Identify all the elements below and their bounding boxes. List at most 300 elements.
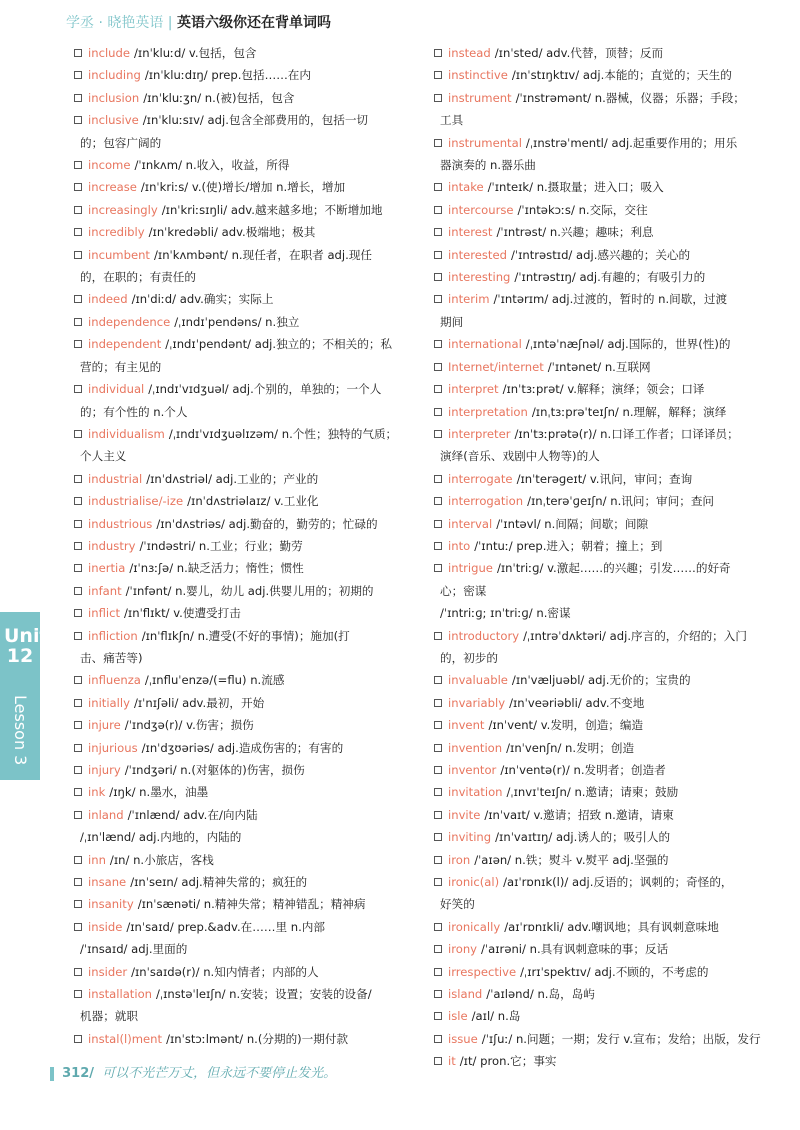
- vocab-entry-continuation: [434, 602, 776, 624]
- vocab-entry: [74, 557, 414, 579]
- vocab-definition: /ɪˈnɪʃəli/ adv.最初，开始: [133, 695, 265, 710]
- vocab-entry: [434, 401, 776, 423]
- vocab-definition: 的；有个性的 n.个人: [80, 404, 188, 419]
- vocab-entry: [434, 423, 776, 445]
- checkbox-icon[interactable]: [434, 1035, 442, 1043]
- vocab-definition: /ɪnˈsaɪdə(r)/ n.知内情者；内部的人: [131, 964, 319, 979]
- checkbox-icon[interactable]: [74, 811, 82, 819]
- vocab-entry: [74, 535, 414, 557]
- checkbox-icon[interactable]: [434, 968, 442, 976]
- vocab-entry: [434, 669, 776, 691]
- vocab-word: influenza: [88, 673, 141, 688]
- vocab-entry: [434, 804, 776, 826]
- vocab-definition: /ˈɪnlænd/ adv.在/向内陆: [127, 807, 258, 822]
- vocab-entry: [74, 893, 414, 915]
- vocab-word: invaluable: [448, 673, 508, 688]
- checkbox-icon[interactable]: [74, 923, 82, 931]
- vocab-word: industrialise/-ize: [88, 494, 184, 509]
- checkbox-icon[interactable]: [74, 251, 82, 259]
- vocab-word: industrial: [88, 471, 143, 486]
- vocab-entry: [434, 938, 776, 960]
- vocab-definition: /ˈɪntrəstɪd/ adj.感兴趣的；关心的: [510, 247, 691, 262]
- vocab-definition: /ˈɪntuː/ prep.进入；朝着；撞上；到: [474, 538, 663, 553]
- vocab-word: injurious: [88, 740, 138, 755]
- vocab-entry: [434, 871, 776, 893]
- vocab-word: instal(l)ment: [88, 1031, 163, 1046]
- vocab-word: irony: [448, 942, 478, 957]
- vocab-word: interesting: [448, 270, 511, 285]
- vocab-definition: /ˈɪnkʌm/ n.收入，收益，所得: [134, 158, 290, 173]
- vocab-definition: 机器；就职: [80, 1009, 138, 1024]
- vocab-definition: /aɪl/ n.岛: [471, 1009, 521, 1024]
- vocab-word: instead: [448, 46, 491, 60]
- vocab-definition: /ˈɪntənet/ n.互联网: [547, 359, 651, 374]
- vocab-word: increase: [88, 180, 137, 195]
- vocab-word: invent: [448, 718, 485, 733]
- vocab-definition: 营的；有主见的: [80, 359, 162, 374]
- vocab-definition: 的，在职的；有责任的: [80, 270, 196, 285]
- vocab-word: installation: [88, 987, 153, 1002]
- vocab-definition: /ˌɪndɪˈvɪdʒuəl/ adj.个别的，单独的；一个人: [148, 382, 382, 397]
- checkbox-icon[interactable]: [74, 228, 82, 236]
- vocab-word: interested: [448, 247, 507, 262]
- checkbox-icon[interactable]: [74, 1035, 82, 1043]
- vocab-entry: [74, 423, 414, 445]
- vocab-entry-continuation: [434, 893, 776, 915]
- checkbox-icon[interactable]: [434, 363, 442, 371]
- vocab-word: independent: [88, 337, 162, 352]
- vocab-entry: [74, 199, 414, 221]
- checkbox-icon[interactable]: [74, 161, 82, 169]
- vocab-definition: /ˌɪnˈlænd/ adj.内地的，内陆的: [80, 830, 242, 845]
- vocab-entry: [74, 692, 414, 714]
- checkbox-icon[interactable]: [74, 49, 82, 57]
- vocab-definition: /ˈɪntrəst/ n.兴趣；趣味；利息: [496, 225, 654, 240]
- vocab-definition: /ˈaɪlənd/ n.岛，岛屿: [486, 987, 595, 1002]
- vocab-entry-continuation: [74, 1005, 414, 1027]
- vocab-definition: /ɪnˈstɪŋktɪv/ adj.本能的；直觉的；天生的: [511, 68, 732, 83]
- vocab-entry: [434, 849, 776, 871]
- checkbox-icon[interactable]: [74, 721, 82, 729]
- vocab-entry: [434, 356, 776, 378]
- vocab-definition: 个人主义: [80, 449, 127, 464]
- vocab-definition: /ˈɪntərɪm/ adj.过渡的，暂时的 n.间歇，过渡: [493, 292, 728, 307]
- checkbox-icon[interactable]: [434, 945, 442, 953]
- vocab-definition: /ɪnˈvent/ v.发明，创造；编造: [488, 718, 644, 733]
- vocab-word: invite: [448, 807, 481, 822]
- checkbox-icon[interactable]: [434, 139, 442, 147]
- checkbox-icon[interactable]: [434, 295, 442, 303]
- vocab-definition: /ɪnˈsaɪd/ prep.&adv.在……里 n.内部: [126, 919, 325, 934]
- vocab-definition: 演绎(音乐、戏剧中人物等)的人: [440, 449, 600, 464]
- vocab-definition: 器演奏的 n.器乐曲: [440, 158, 536, 173]
- vocab-word: into: [448, 538, 471, 553]
- checkbox-icon[interactable]: [74, 744, 82, 752]
- vocab-word: instrumental: [448, 135, 522, 150]
- vocab-entry-continuation: [434, 580, 776, 602]
- checkbox-icon[interactable]: [74, 497, 82, 505]
- vocab-definition: 的，初步的: [440, 650, 498, 665]
- vocab-word: industrious: [88, 516, 153, 531]
- vocab-definition: /ɪnˈvenʃn/ n.发明；创造: [506, 740, 635, 755]
- vocab-definition: /ɪnˈdiːd/ adv.确实；实际上: [131, 292, 274, 307]
- checkbox-icon[interactable]: [74, 766, 82, 774]
- checkbox-icon[interactable]: [434, 990, 442, 998]
- vocab-definition: /ɪnˈseɪn/ adj.精神失常的；疯狂的: [130, 875, 308, 890]
- checkbox-icon[interactable]: [74, 183, 82, 191]
- checkbox-icon[interactable]: [434, 766, 442, 774]
- checkbox-icon[interactable]: [434, 564, 442, 572]
- vocab-entry: [74, 87, 414, 109]
- vocab-definition: /ɪnˈdʌstriəl/ adj.工业的；产业的: [146, 471, 319, 486]
- vocab-word: insider: [88, 964, 128, 979]
- vocab-entry: [74, 154, 414, 176]
- vocab-word: initially: [88, 695, 130, 710]
- vocab-definition: /ɪnˈflɪkʃn/ n.遭受(不好的事情)；施加(打: [141, 628, 350, 643]
- vocab-definition: /ˈɪndəstri/ n.工业；行业；勤劳: [139, 538, 303, 553]
- vocab-definition: /ɪnˈveəriəbli/ adv.不变地: [509, 695, 645, 710]
- vocab-definition: /ɪnˈstɔːlmənt/ n.(分期的)一期付款: [166, 1031, 349, 1046]
- vocab-definition: /ɪŋk/ n.墨水，油墨: [109, 785, 209, 800]
- vocab-entry: [74, 849, 414, 871]
- checkbox-icon[interactable]: [434, 811, 442, 819]
- vocab-word: introductory: [448, 628, 520, 643]
- vocab-definition: /ɪnˈkluːsɪv/ adj.包含全部费用的，包括一切: [142, 113, 369, 128]
- vocab-entry: [74, 781, 414, 803]
- left-column: [74, 42, 414, 1050]
- vocab-word: interrogation: [448, 494, 524, 509]
- checkbox-icon[interactable]: [434, 183, 442, 191]
- vocab-definition: /aɪˈrɒnɪk(l)/ adj.反语的；讽刺的；奇怪的，: [503, 875, 733, 890]
- vocab-entry: [74, 490, 414, 512]
- vocab-word: incredibly: [88, 225, 145, 240]
- vocab-word: incumbent: [88, 247, 150, 262]
- vocab-word: ink: [88, 785, 106, 800]
- vocab-definition: /ɪnˈtɜːprət/ v.解释；演绎；领会；口译: [502, 382, 705, 397]
- checkbox-icon[interactable]: [74, 318, 82, 326]
- vocab-entry: [74, 109, 414, 131]
- vocab-definition: 期间: [440, 314, 464, 329]
- vocab-definition: /ˈɪntrəstɪŋ/ adj.有趣的；有吸引力的: [514, 270, 706, 285]
- vocab-word: include: [88, 46, 131, 60]
- checkbox-icon[interactable]: [434, 497, 442, 505]
- checkbox-icon[interactable]: [434, 430, 442, 438]
- checkbox-icon[interactable]: [434, 520, 442, 528]
- vocab-entry: [434, 961, 776, 983]
- vocab-entry: [434, 132, 776, 154]
- vocab-word: isle: [448, 1009, 468, 1024]
- checkbox-icon[interactable]: [434, 273, 442, 281]
- checkbox-icon[interactable]: [74, 856, 82, 864]
- vocab-entry-continuation: [74, 647, 414, 669]
- vocab-entry: [434, 759, 776, 781]
- vocab-word: interval: [448, 516, 493, 531]
- checkbox-icon[interactable]: [434, 408, 442, 416]
- vocab-definition: /ˈɪnfənt/ n.婴儿，幼儿 adj.供婴儿用的；初期的: [125, 583, 374, 598]
- vocab-entry: [434, 714, 776, 736]
- vocab-definition: /ɪnˈkriːsɪŋli/ adv.越来越多地；不断增加地: [161, 202, 383, 217]
- vocab-definition: /ɪnˈkluːʒn/ n.(被)包括，包含: [143, 90, 295, 105]
- vocab-definition: /ɪnˈsted/ adv.代替，顶替；反而: [494, 46, 664, 60]
- vocab-entry: [74, 961, 414, 983]
- vocab-word: income: [88, 158, 131, 173]
- vocab-word: inviting: [448, 830, 492, 845]
- vocab-word: inclusion: [88, 90, 140, 105]
- brand-name: 学丞 · 晓艳英语 |: [66, 15, 173, 31]
- vocab-word: inventor: [448, 763, 497, 777]
- vocab-entry-continuation: [74, 445, 414, 467]
- vocab-word: insane: [88, 875, 127, 890]
- vocab-word: indeed: [88, 292, 128, 307]
- vocab-entry: [74, 983, 414, 1005]
- vocab-definition: /ˈaɪən/ n.铁；熨斗 v.熨平 adj.坚强的: [474, 852, 669, 867]
- vocab-definition: /ɪnˈterəɡeɪt/ v.讯问，审问；查询: [516, 471, 693, 486]
- vocab-word: interpret: [448, 382, 499, 397]
- page-number: 312/: [62, 1066, 95, 1081]
- checkbox-icon[interactable]: [74, 968, 82, 976]
- vocab-word: insanity: [88, 897, 134, 912]
- vocab-definition: /ɪnˌtɜːprəˈteɪʃn/ n.理解，解释；演绎: [531, 404, 727, 419]
- vocab-word: interim: [448, 292, 490, 307]
- vocab-definition: /ˌɪnvɪˈteɪʃn/ n.邀请；请柬；鼓励: [506, 785, 679, 800]
- vocab-definition: /ɪnˈkriːs/ v.(使)增长/增加 n.增长，增加: [140, 180, 346, 195]
- vocab-definition: 击、痛苦等): [80, 650, 143, 665]
- vocab-word: including: [88, 68, 141, 83]
- vocab-entry: [434, 1028, 776, 1050]
- vocab-entry: [434, 288, 776, 310]
- vocab-definition: /ˈɪndʒəri/ n.(对躯体的)伤害，损伤: [124, 763, 305, 777]
- vocab-word: interpretation: [448, 404, 528, 419]
- vocab-word: instrument: [448, 90, 512, 105]
- vocab-definition: /ˈaɪrəni/ n.具有讽刺意味的事；反话: [481, 942, 669, 957]
- vocab-entry: [434, 1050, 776, 1072]
- vocab-entry: [74, 714, 414, 736]
- checkbox-icon[interactable]: [74, 206, 82, 214]
- vocab-word: iron: [448, 852, 471, 867]
- vocab-word: ironic(al): [448, 875, 500, 890]
- vocab-entry: [74, 759, 414, 781]
- vocab-definition: /ˌɪndɪˈpendəns/ n.独立: [174, 314, 300, 329]
- vocab-word: inflict: [88, 606, 121, 621]
- checkbox-icon[interactable]: [434, 94, 442, 102]
- page-header: [66, 12, 331, 32]
- vocab-entry: [74, 288, 414, 310]
- checkbox-icon[interactable]: [434, 788, 442, 796]
- checkbox-icon[interactable]: [434, 340, 442, 348]
- vocab-definition: 心；密谋: [440, 583, 487, 598]
- vocab-entry: [434, 87, 776, 109]
- checkbox-icon[interactable]: [434, 923, 442, 931]
- vocab-word: irrespective: [448, 964, 517, 979]
- vocab-entry: [434, 983, 776, 1005]
- vocab-word: infliction: [88, 628, 138, 643]
- checkbox-icon[interactable]: [434, 744, 442, 752]
- vocab-definition: /ˈɪnteɪk/ n.摄取量；进入口；吸入: [487, 180, 664, 195]
- vocab-word: invariably: [448, 695, 506, 710]
- vocab-entry: [434, 378, 776, 400]
- vocab-word: it: [448, 1054, 456, 1069]
- vocab-entry: [434, 513, 776, 535]
- checkbox-icon[interactable]: [74, 116, 82, 124]
- checkbox-icon[interactable]: [74, 520, 82, 528]
- vocab-entry: [434, 221, 776, 243]
- checkbox-icon[interactable]: [434, 542, 442, 550]
- vocab-word: invitation: [448, 785, 503, 800]
- unit-label: Unit 12: [4, 625, 49, 667]
- vocab-entry: [74, 625, 414, 647]
- vocab-entry: [434, 1005, 776, 1027]
- checkbox-icon[interactable]: [74, 878, 82, 886]
- checkbox-icon[interactable]: [434, 475, 442, 483]
- vocab-word: issue: [448, 1031, 478, 1046]
- checkbox-icon[interactable]: [74, 295, 82, 303]
- vocab-word: interrogate: [448, 471, 513, 486]
- unit-side-tab: [0, 612, 49, 780]
- vocab-entry-continuation: [434, 311, 776, 333]
- vocab-definition: /aɪˈrɒnɪkli/ adv.嘲讽地；具有讽刺意味地: [504, 919, 719, 934]
- vocab-definition: /ˈɪnsaɪd/ adj.里面的: [80, 942, 188, 957]
- checkbox-icon[interactable]: [74, 94, 82, 102]
- checkbox-icon[interactable]: [434, 251, 442, 259]
- vocab-word: intake: [448, 180, 484, 195]
- checkbox-icon[interactable]: [434, 856, 442, 864]
- vocab-definition: /ɪnˈventə(r)/ n.发明者；创造者: [500, 763, 666, 777]
- vocab-entry: [74, 42, 414, 64]
- vocab-entry: [434, 42, 776, 64]
- vocab-word: individualism: [88, 426, 165, 441]
- vocab-definition: /ˈɪndʒə(r)/ v.伤害；损伤: [124, 718, 254, 733]
- vocab-entry: [74, 64, 414, 86]
- vocab-definition: /ɪnˈkredəbli/ adv.极端地；极其: [148, 225, 316, 240]
- vocab-entry: [434, 826, 776, 848]
- vocab-entry: [434, 781, 776, 803]
- vocab-entry: [74, 871, 414, 893]
- checkbox-icon[interactable]: [74, 430, 82, 438]
- vocab-definition: /ˌɪndɪˈvɪdʒuəlɪzəm/ n.个性；独特的气质；: [168, 426, 398, 441]
- vocab-word: interpreter: [448, 426, 511, 441]
- vocab-entry-continuation: [434, 445, 776, 467]
- vocab-definition: /ɪnˈdʒʊəriəs/ adj.造成伤害的；有害的: [141, 740, 344, 755]
- vocab-definition: 的；包容广阔的: [80, 135, 162, 150]
- checkbox-icon[interactable]: [434, 721, 442, 729]
- vocab-definition: /ˈɪʃuː/ n.问题；一期；发行 v.宣布；发给；出版，发行: [481, 1031, 761, 1046]
- vocab-word: industry: [88, 538, 136, 553]
- vocab-word: island: [448, 987, 483, 1002]
- checkbox-icon[interactable]: [74, 699, 82, 707]
- vocab-word: inertia: [88, 561, 126, 576]
- vocab-entry: [434, 535, 776, 557]
- checkbox-icon[interactable]: [74, 542, 82, 550]
- checkbox-icon[interactable]: [434, 206, 442, 214]
- checkbox-icon[interactable]: [74, 564, 82, 572]
- vocab-word: injury: [88, 763, 121, 777]
- checkbox-icon[interactable]: [74, 340, 82, 348]
- vocab-entry: [434, 64, 776, 86]
- checkbox-icon[interactable]: [434, 676, 442, 684]
- checkbox-icon[interactable]: [434, 1057, 442, 1065]
- vocab-word: infant: [88, 583, 122, 598]
- vocab-word: intercourse: [448, 202, 514, 217]
- vocab-entry: [74, 221, 414, 243]
- vocab-definition: /ɪnˈtɜːprətə(r)/ n.口译工作者；口译译员；: [514, 426, 739, 441]
- vocab-entry-continuation: [434, 109, 776, 131]
- vocab-entry: [74, 468, 414, 490]
- vocab-word: interest: [448, 225, 493, 240]
- vocab-entry-continuation: [74, 356, 414, 378]
- vocab-entry: [434, 333, 776, 355]
- vocab-entry-continuation: [74, 266, 414, 288]
- vocab-definition: /ˈɪntriːɡ; ɪnˈtriːɡ/ n.密谋: [440, 606, 571, 621]
- vocab-word: inland: [88, 807, 124, 822]
- checkbox-icon[interactable]: [434, 71, 442, 79]
- vocab-entry: [434, 244, 776, 266]
- vocab-entry: [434, 557, 776, 579]
- checkbox-icon[interactable]: [434, 833, 442, 841]
- vocab-definition: /ˌɪnstrəˈmentl/ adj.起重要作用的；用乐: [525, 135, 738, 150]
- vocab-entry: [434, 266, 776, 288]
- vocab-entry: [434, 468, 776, 490]
- vocab-definition: /ɪn/ n.小旅店，客栈: [109, 852, 214, 867]
- vocab-entry: [434, 737, 776, 759]
- vocab-definition: /ˌɪrɪˈspektɪv/ adj.不顾的，不考虑的: [520, 964, 709, 979]
- vocab-entry: [434, 176, 776, 198]
- checkbox-icon[interactable]: [74, 71, 82, 79]
- vocab-definition: /ɪnˈvaɪt/ v.邀请；招致 n.邀请，请柬: [484, 807, 674, 822]
- checkbox-icon[interactable]: [74, 788, 82, 796]
- checkbox-icon[interactable]: [434, 228, 442, 236]
- vocab-definition: /ˌɪndɪˈpendənt/ adj.独立的；不相关的；私: [165, 337, 393, 352]
- checkbox-icon[interactable]: [434, 1012, 442, 1020]
- vocab-entry: [434, 490, 776, 512]
- vocab-entry: [74, 378, 414, 400]
- checkbox-icon[interactable]: [74, 990, 82, 998]
- checkbox-icon[interactable]: [74, 609, 82, 617]
- vocab-entry-continuation: [434, 154, 776, 176]
- vocab-word: international: [448, 337, 522, 352]
- checkbox-icon[interactable]: [74, 385, 82, 393]
- vocab-entry: [74, 669, 414, 691]
- vocab-definition: /ɪnˈdʌstriəlaɪz/ v.工业化: [187, 494, 319, 509]
- checkbox-icon[interactable]: [434, 878, 442, 886]
- checkbox-icon[interactable]: [74, 587, 82, 595]
- vocab-definition: /ˌɪnfluˈenzə/(=flu) n.流感: [144, 673, 285, 688]
- vocab-definition: /ɪnˈflɪkt/ v.使遭受打击: [124, 606, 241, 621]
- vocab-word: ironically: [448, 919, 501, 934]
- vocab-definition: /ɪnˌterəˈɡeɪʃn/ n.讯问；审问；查问: [527, 494, 715, 509]
- checkbox-icon[interactable]: [434, 699, 442, 707]
- vocab-entry-continuation: [74, 132, 414, 154]
- checkbox-icon[interactable]: [74, 475, 82, 483]
- book-title: 英语六级你还在背单词吗: [176, 15, 331, 31]
- vocab-entry: [74, 737, 414, 759]
- vocab-word: increasingly: [88, 202, 158, 217]
- vocab-definition: /ɪnˈvaɪtɪŋ/ adj.诱人的；吸引人的: [495, 830, 671, 845]
- vocab-definition: /ˌɪntrəˈdʌktəri/ adj.序言的，介绍的；入门: [523, 628, 747, 643]
- checkbox-icon[interactable]: [434, 49, 442, 57]
- vocab-entry-continuation: [74, 826, 414, 848]
- vocab-entry: [74, 580, 414, 602]
- checkbox-icon[interactable]: [74, 676, 82, 684]
- page-accent-bar: [50, 1067, 54, 1081]
- checkbox-icon[interactable]: [434, 385, 442, 393]
- right-column: [434, 42, 776, 1073]
- vocab-definition: /ɪnˈdʌstriəs/ adj.勤奋的，勤劳的；忙碌的: [156, 516, 378, 531]
- checkbox-icon[interactable]: [74, 632, 82, 640]
- vocab-definition: /ˈɪnstrəmənt/ n.器械，仪器；乐器；手段；: [515, 90, 745, 105]
- checkbox-icon[interactable]: [74, 900, 82, 908]
- vocab-definition: /ˈɪntəvl/ n.间隔；间歇；间隙: [496, 516, 649, 531]
- checkbox-icon[interactable]: [434, 632, 442, 640]
